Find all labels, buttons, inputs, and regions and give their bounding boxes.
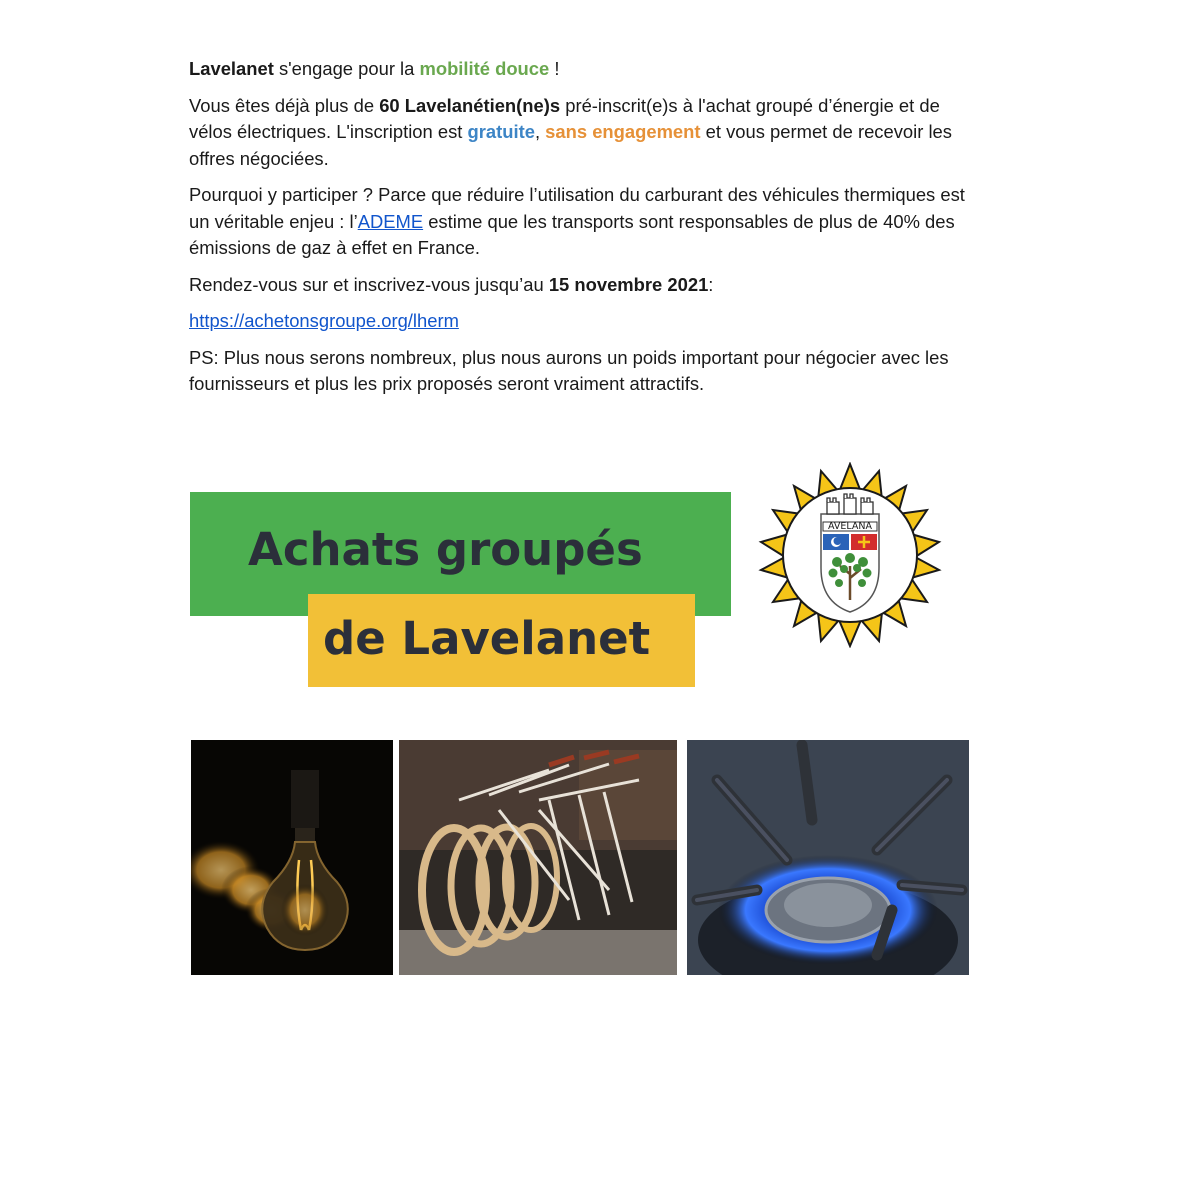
registrant-count: 60 Lavelanétien(ne)s bbox=[379, 94, 561, 116]
town-seal-logo bbox=[757, 462, 943, 648]
intro-paragraph: Lavelanet s'engage pour la mobilité douce ! bbox=[189, 58, 560, 79]
ademe-link[interactable]: ADEME bbox=[357, 210, 424, 232]
ps-paragraph: PS: Plus nous serons nombreux, plus nous aurons un poids important pour négocier avec les fournisseurs et plus les prix proposés seront vraiment attractifs. bbox=[189, 346, 949, 394]
highlight-free: gratuite bbox=[467, 121, 535, 142]
photo-bicycles bbox=[399, 740, 677, 975]
banner-title-line1: Achats groupés bbox=[248, 523, 643, 576]
achats-groupes-banner bbox=[190, 490, 732, 690]
registration-url-link[interactable]: https://achetonsgroupe.org/lherm bbox=[189, 310, 459, 331]
photo-gas-burner bbox=[687, 740, 969, 975]
registration-paragraph: Vous êtes déjà plus de 60 Lavelanétien(ne)s pré-inscrit(e)s à l'achat groupé d’énergie et de vélos électriques. L'inscription est gratuite, sans engagement et vous permet de recevoir les offres négociées. bbox=[189, 94, 952, 169]
deadline-date: 15 novembre 2021 bbox=[548, 273, 709, 295]
photo-light-bulbs bbox=[191, 740, 393, 975]
highlight-no-commitment: sans engagement bbox=[545, 121, 701, 142]
seal-label: AVELANA bbox=[827, 521, 873, 532]
coat-of-arms-icon bbox=[821, 494, 879, 612]
document-body bbox=[189, 56, 979, 408]
why-paragraph: Pourquoi y participer ? Parce que réduire l’utilisation du carburant des véhicules thermiques est un véritable enjeu : l’ADEME estime que les transports sont responsables de plus de 40% des émissions de gaz à effet en France. bbox=[189, 184, 965, 258]
url-paragraph bbox=[189, 308, 979, 335]
highlight-soft-mobility: mobilité douce bbox=[419, 58, 550, 79]
deadline-paragraph: Rendez-vous sur et inscrivez-vous jusqu’au 15 novembre 2021: bbox=[189, 273, 714, 295]
banner-title-line2: de Lavelanet bbox=[323, 612, 651, 665]
brand-name: Lavelanet bbox=[189, 58, 274, 79]
